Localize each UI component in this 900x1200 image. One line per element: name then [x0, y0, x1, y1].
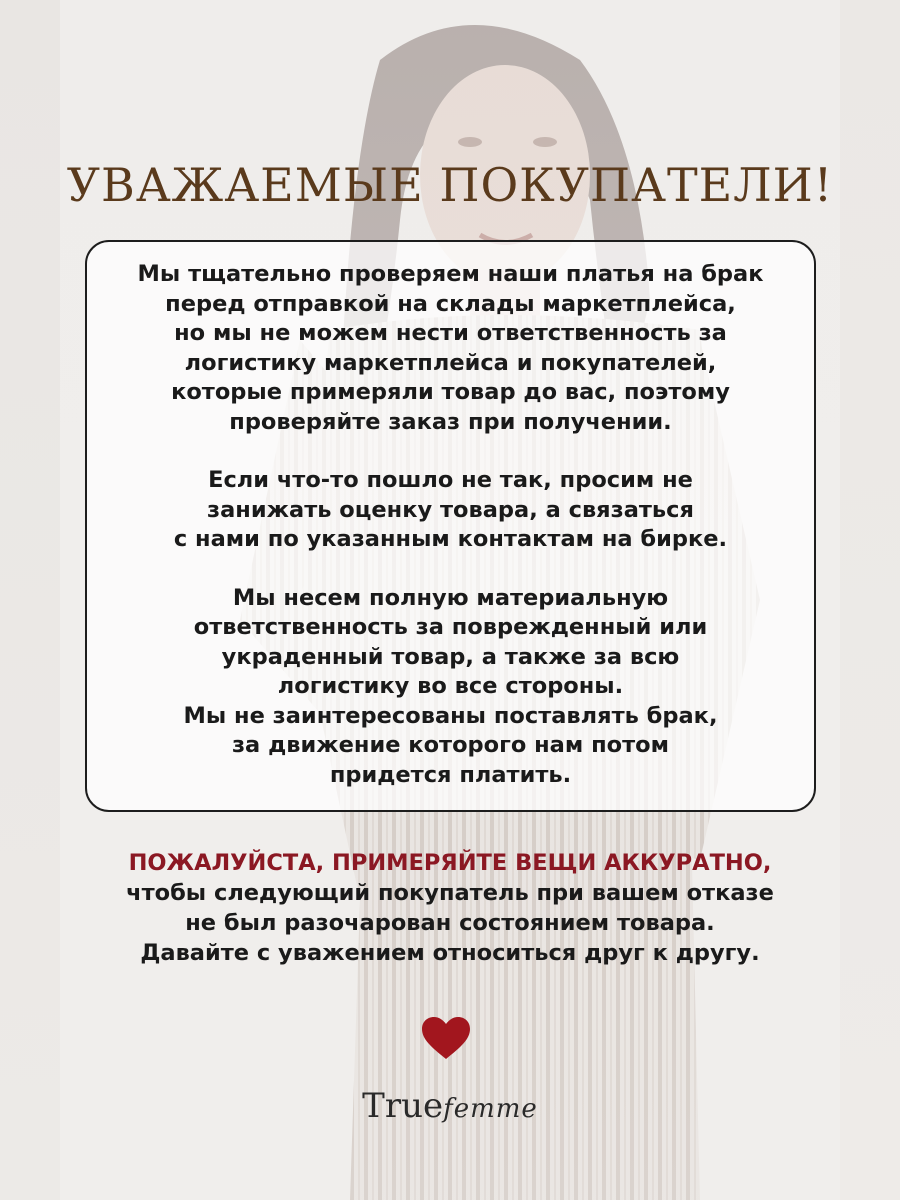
text-line: придется платить. — [329, 761, 572, 788]
text-line: которые примеряли товар до вас, поэтому — [171, 379, 730, 405]
appeal-line: чтобы следующий покупатель при вашем отказе — [126, 880, 774, 906]
appeal-headline: ПОЖАЛУЙСТА, ПРИМЕРЯЙТЕ ВЕЩИ АККУРАТНО, — [128, 850, 772, 876]
notice-card — [85, 240, 816, 812]
logo-word-femme: femme — [443, 1094, 538, 1124]
text-line: украденный товар, а также за всю — [221, 643, 680, 670]
text-line: с нами по указанным контактам на бирке. — [173, 526, 728, 552]
text-line: Мы тщательно проверяем наши платья на брак — [137, 261, 764, 287]
appeal-line: не был разочарован состоянием товара. — [185, 910, 715, 936]
heart-icon — [421, 1016, 471, 1060]
notice-paragraph-inspection — [107, 260, 794, 437]
text-line: занижать оценку товара, а связаться — [207, 496, 694, 523]
text-line: Мы несем полную материальную — [232, 584, 669, 611]
text-line: Мы не заинтересованы поставлять брак, — [183, 702, 718, 729]
notice-paragraph-responsibility — [107, 584, 794, 791]
appeal-block — [0, 848, 900, 968]
text-line: логистику во все стороны. — [277, 673, 624, 699]
text-line: проверяйте заказ при получении. — [229, 408, 672, 435]
text-line: Если что-то пошло не так, просим не — [208, 467, 693, 493]
text-line: ответственность за поврежденный или — [193, 614, 708, 640]
brand-logo — [0, 1086, 900, 1126]
logo-word-true: True — [362, 1086, 444, 1126]
notice-paragraph-contact — [107, 466, 794, 555]
page-title: УВАЖАЕМЫЕ ПОКУПАТЕЛИ! — [66, 158, 834, 212]
text-line: перед отправкой на склады маркетплейса, — [165, 290, 736, 317]
text-line: за движение которого нам потом — [231, 732, 669, 758]
appeal-line: Давайте с уважением относиться друг к другу. — [140, 940, 760, 966]
text-line: но мы не можем нести ответственность за — [174, 320, 727, 346]
text-line: логистику маркетплейса и покупателей, — [184, 349, 717, 376]
